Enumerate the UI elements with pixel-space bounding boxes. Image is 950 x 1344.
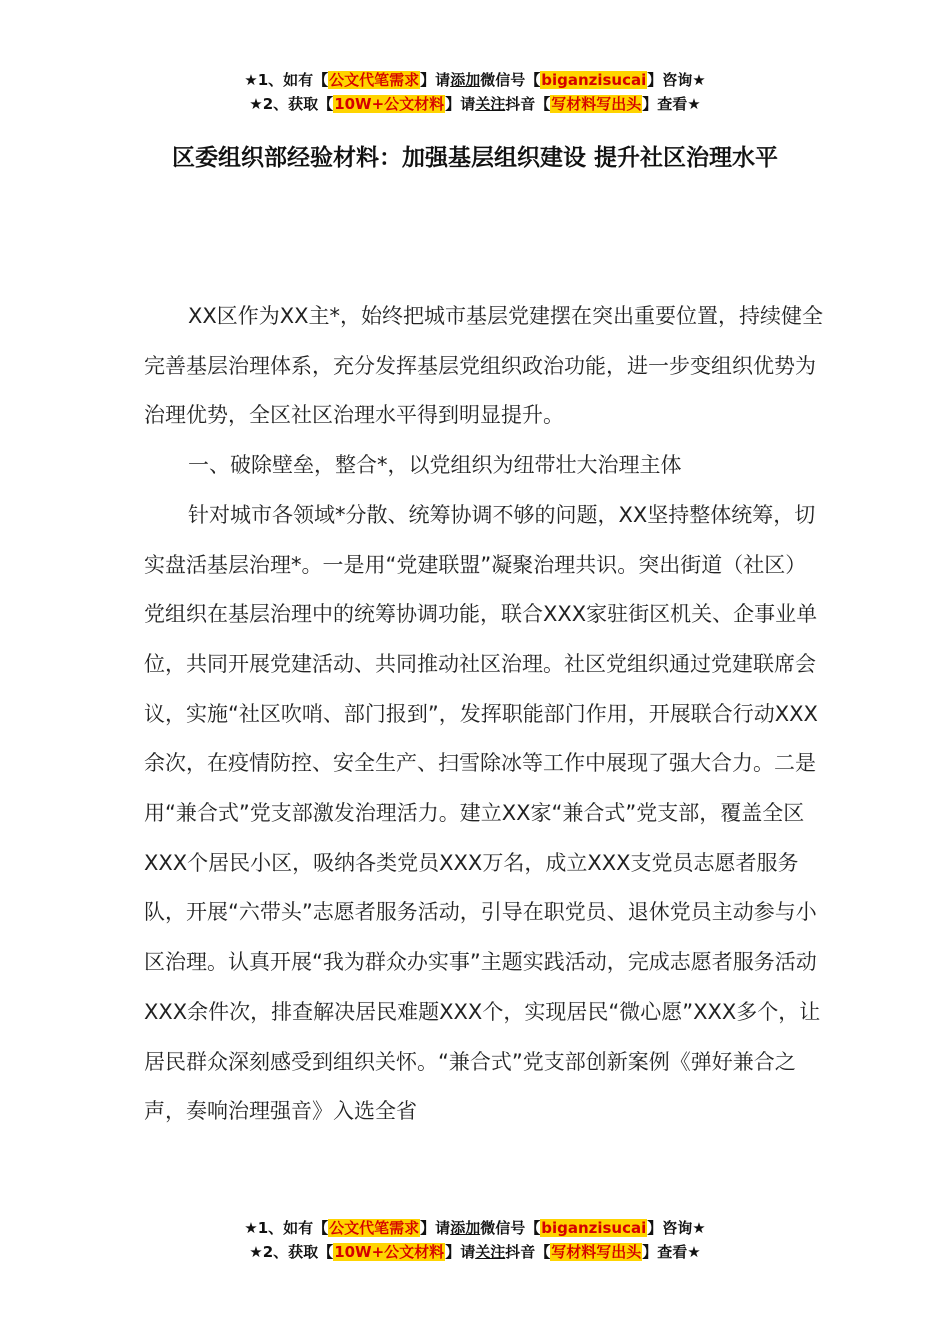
promo-line-1	[0, 68, 950, 92]
promo-text: 】请	[420, 71, 451, 89]
promo-text: 】咨询★	[647, 71, 706, 89]
promo-line-1	[0, 1216, 950, 1240]
promo-text: 抖音【	[505, 1243, 551, 1261]
promo-text: 】请	[445, 95, 476, 113]
intro-paragraph: XX区作为XX主*，始终把城市基层党建摆在突出重要位置，持续健全完善基层治理体系，充分发挥基层党组织政治功能，进一步变组织优势为治理优势，全区社区治理水平得到明显提升。	[144, 304, 824, 428]
promo-text: 】咨询★	[647, 1219, 706, 1237]
promo-highlight: 公文代笔需求	[329, 1219, 420, 1237]
promo-text: 】请	[445, 1243, 476, 1261]
promo-text: ★1、如有【	[244, 71, 329, 89]
promo-text: 】查看★	[642, 95, 701, 113]
document-title: 区委组织部经验材料：加强基层组织建设 提升社区治理水平	[171, 145, 778, 171]
promo-text: 微信号【	[480, 1219, 541, 1237]
promo-highlight: biganzisucai	[541, 71, 647, 89]
document-body	[144, 292, 824, 1137]
promo-text: 】查看★	[642, 1243, 701, 1261]
section-paragraph: 针对城市各领域*分散、统筹协调不够的问题，XX坚持整体统筹，切实盘活基层治理*。一是用“党建联盟”凝聚治理共识。突出街道（社区）党组织在基层治理中的统筹协调功能，联合XXX家驻街区机关、企事业单位，共同开展党建活动、共同推动社区治理。社区党组织通过党建联席会议，实施“社区吹哨、部门报到”，发挥职能部门作用，开展联合行动XXX余次，在疫情防控、安全生产、扫雪除冰等工作中展现了强大合力。二是用“兼合式”党支部激发治理活力。建立XX家“兼合式”党支部，覆盖全区XXX个居民小区，吸纳各类党员XXX万名，成立XXX支党员志愿者服务队，开展“六带头”志愿者服务活动，引导在职党员、退休党员主动参与小区治理。认真开展“我为群众办实事”主题实践活动，完成志愿者服务活动XXX余件次，排查解决居民难题XXX个，实现居民“微心愿”XXX多个，让居民群众深刻感受到组织关怀。“兼合式”党支部创新案例《弹好兼合之声，奏响治理强音》入选全省	[144, 502, 821, 1124]
promo-banner-top	[0, 68, 950, 116]
promo-highlight: 公文代笔需求	[329, 71, 420, 89]
section-heading: 一、破除壁垒，整合*，以党组织为纽带壮大治理主体	[188, 453, 682, 478]
promo-underlined: 关注	[475, 95, 506, 113]
promo-text: ★2、获取【	[249, 1243, 334, 1261]
promo-line-2	[0, 92, 950, 116]
promo-text: ★1、如有【	[244, 1219, 329, 1237]
promo-text: 抖音【	[505, 95, 551, 113]
promo-highlight: 10W+公文材料	[334, 1243, 445, 1261]
promo-underlined: 添加	[450, 1219, 481, 1237]
promo-underlined: 添加	[450, 71, 481, 89]
promo-highlight: 写材料写出头	[551, 1243, 642, 1261]
promo-line-2	[0, 1240, 950, 1264]
promo-text: ★2、获取【	[249, 95, 334, 113]
promo-highlight: 写材料写出头	[551, 95, 642, 113]
promo-text: 微信号【	[480, 71, 541, 89]
promo-highlight: biganzisucai	[541, 1219, 647, 1237]
promo-underlined: 关注	[475, 1243, 506, 1261]
promo-banner-bottom	[0, 1216, 950, 1264]
promo-text: 】请	[420, 1219, 451, 1237]
promo-highlight: 10W+公文材料	[334, 95, 445, 113]
